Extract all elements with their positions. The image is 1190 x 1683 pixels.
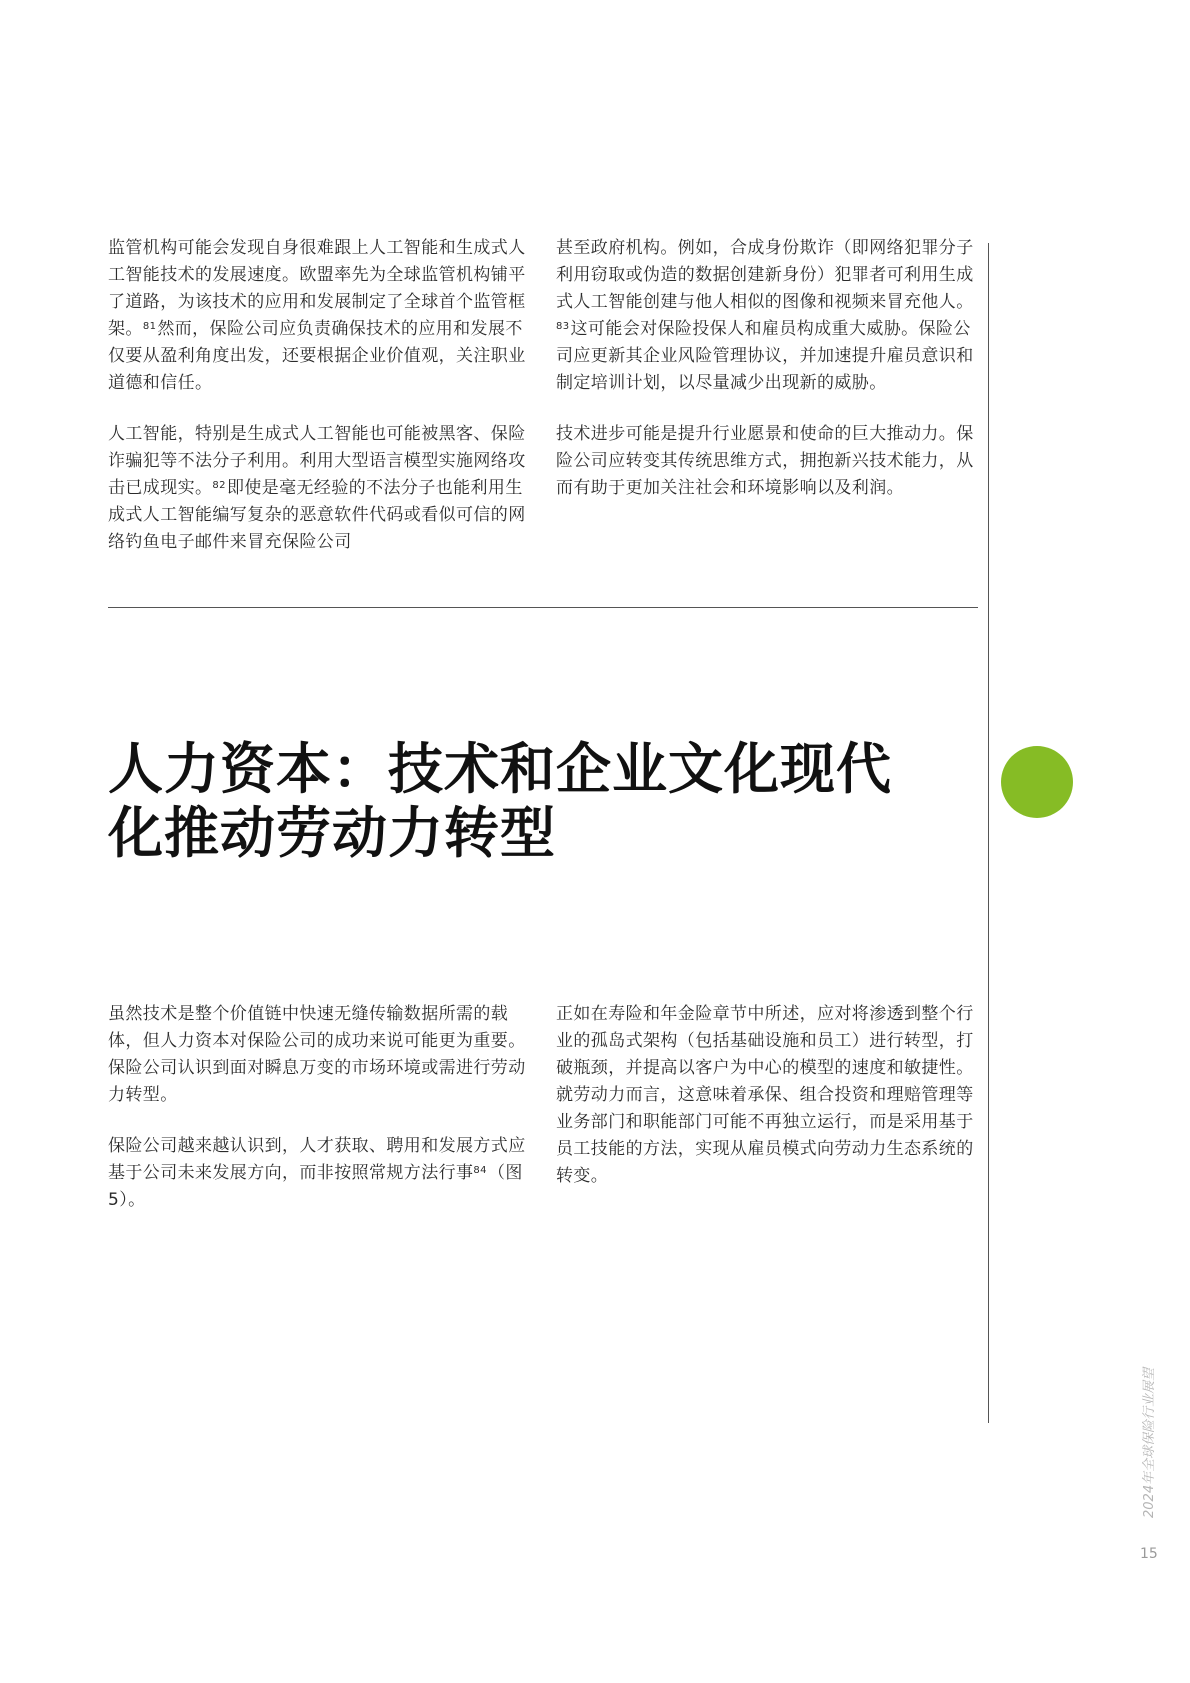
paragraph-text: 保险公司越来越认识到，人才获取、聘用和发展方式应基于公司未来发展方向，而非按照常规方法行事 [108,1136,526,1183]
bottom-right-column [556,1001,976,1190]
paragraph [108,235,528,397]
running-title-text: 2024年全球保险行业展望 [1142,1367,1157,1518]
heading-line: 化推动劳动力转型 [108,801,557,865]
paragraph: 正如在寿险和年金险章节中所述，应对将渗透到整个行业的孤岛式架构（包括基础设施和员工）进行转型，打破瓶颈，并提高以客户为中心的模型的速度和敏捷性。就劳动力而言，这意味着承保、组合投资和理赔管理等业务部门和职能部门可能不再独立运行，而是采用基于员工技能的方法，实现从雇员模式向劳动力生态系统的转变。 [556,1004,974,1186]
footnote-ref-84[interactable]: 84 [473,1165,487,1176]
paragraph [108,421,528,556]
section-heading [108,737,928,865]
paragraph-text: 这可能会对保险投保人和雇员构成重大威胁。保险公司应更新其企业风险管理协议，并加速提升雇员意识和制定培训计划，以尽量减少出现新的威胁。 [556,319,974,393]
bottom-left-column [108,1001,528,1214]
paragraph-text: 甚至政府机构。例如，合成身份欺诈（即网络犯罪分子利用窃取或伪造的数据创建新身份）犯罪者可利用生成式人工智能创建与他人相似的图像和视频来冒充他人。 [556,238,974,312]
footnote-ref-81[interactable]: 81 [142,321,157,332]
paragraph: 虽然技术是整个价值链中快速无缝传输数据所需的载体，但人力资本对保险公司的成功来说可能更为重要。保险公司认识到面对瞬息万变的市场环境或需进行劳动力转型。 [108,1004,526,1105]
green-circle-marker [1001,746,1073,818]
footnote-ref-82[interactable]: 82 [212,480,226,491]
page-number: 15 [1140,1546,1158,1562]
paragraph: 技术进步可能是提升行业愿景和使命的巨大推动力。保险公司应转变其传统思维方式，拥抱新兴技术能力，从而有助于更加关注社会和环境影响以及利润。 [556,424,974,498]
paragraph-text: 人工智能，特别是生成式人工智能也可能被黑客、保险诈骗犯等不法分子利用。利用大型语言模型实施网络攻击已成现实。 [108,424,526,498]
paragraph-text: 监管机构可能会发现自身很难跟上人工智能和生成式人工智能技术的发展速度。欧盟率先为全球监管机构铺平了道路，为该技术的应用和发展制定了全球首个监管框架。 [108,238,526,339]
paragraph [556,235,976,397]
vertical-rule [988,243,989,1423]
paragraph-text: （图5）。 [108,1163,523,1210]
paragraph-text: 即使是毫无经验的不法分子也能利用生成式人工智能编写复杂的恶意软件代码或看似可信的网络钓鱼电子邮件来冒充保险公司 [108,478,526,552]
running-title [1143,1358,1157,1518]
top-right-column [556,235,976,502]
footnote-ref-83[interactable]: 83 [556,321,570,332]
heading-line: 人力资本：技术和企业文化现代 [108,737,893,801]
paragraph [108,1133,528,1214]
paragraph-text: 然而，保险公司应负责确保技术的应用和发展不仅要从盈利角度出发，还要根据企业价值观，关注职业道德和信任。 [108,319,526,393]
top-left-column [108,235,528,556]
section-divider [108,607,978,608]
